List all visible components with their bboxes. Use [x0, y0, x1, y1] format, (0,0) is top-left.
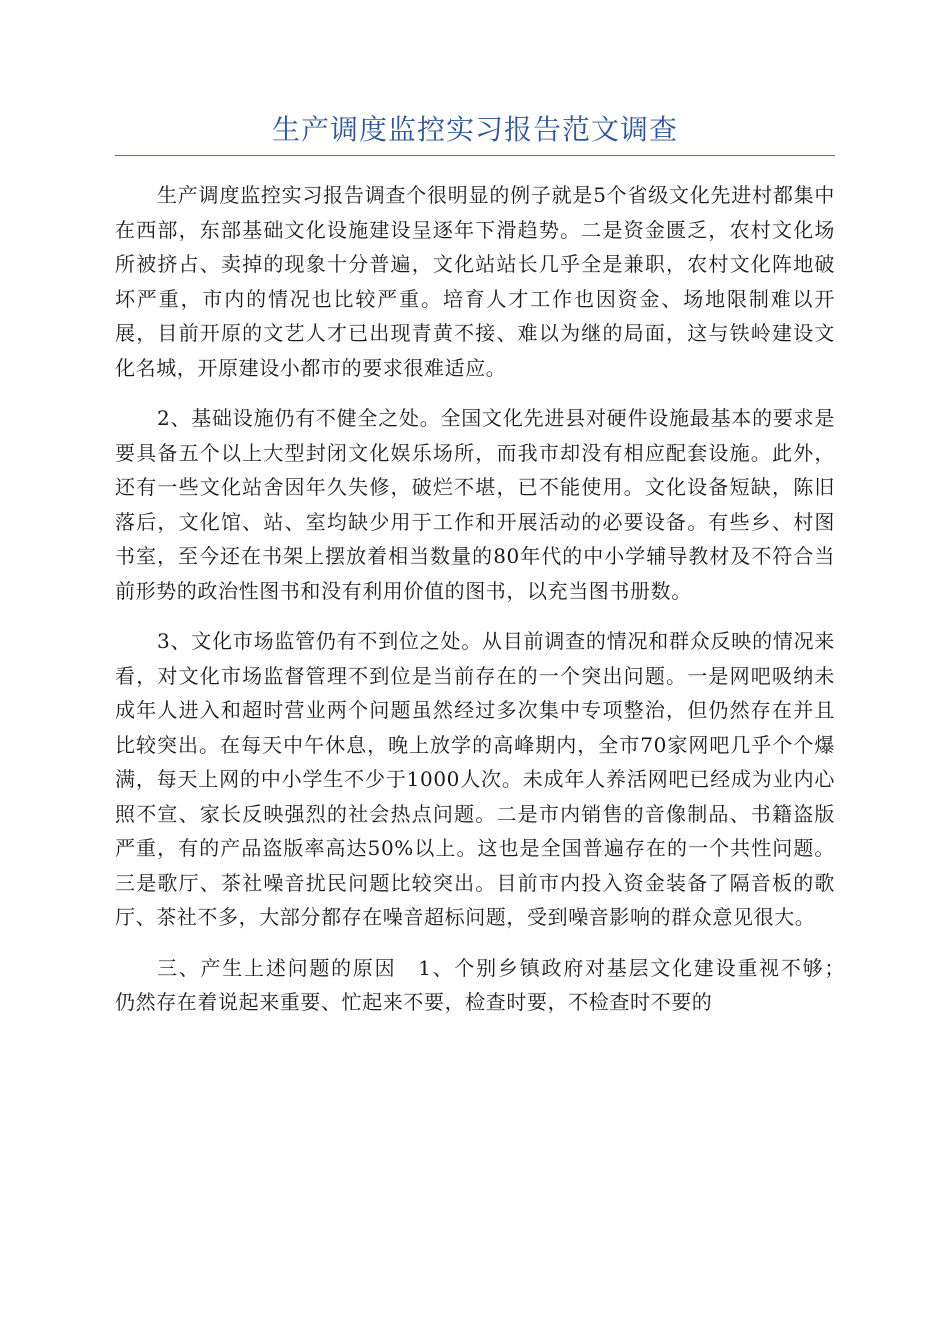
- paragraph-2: 2、基础设施仍有不健全之处。全国文化先进县对硬件设施最基本的要求是要具备五个以上大型封闭文化娱乐场所，而我市却没有相应配套设施。此外，还有一些文化站舍因年久失修，破烂不堪，已不能使用。文化设备短缺，陈旧落后，文化馆、站、室均缺少用于工作和开展活动的必要设备。有些乡、村图书室，至今还在书架上摆放着相当数量的80年代的中小学辅导教材及不符合当前形势的政治性图书和没有利用价值的图书，以充当图书册数。: [115, 406, 835, 603]
- paragraph-3: 3、文化市场监管仍有不到位之处。从目前调查的情况和群众反映的情况来看，对文化市场监督管理不到位是当前存在的一个突出问题。一是网吧吸纳未成年人进入和超时营业两个问题虽然经过多次集中专项整治，但仍然存在并且比较突出。在每天中午休息，晚上放学的高峰期内，全市70家网吧几乎个个爆满，每天上网的中小学生不少于1000人次。未成年人养活网吧已经成为业内心照不宣、家长反映强烈的社会热点问题。二是市内销售的音像制品、书籍盗版严重，有的产品盗版率高达50%以上。这也是全国普遍存在的一个共性问题。三是歌厅、茶社噪音扰民问题比较突出。目前市内投入资金装备了隔音板的歌厅、茶社不多，大部分都存在噪音超标问题，受到噪音影响的群众意见很大。: [115, 629, 835, 929]
- paragraph-4: 三、产生上述问题的原因 1、个别乡镇政府对基层文化建设重视不够； 仍然存在着说起来重要、忙起来不要，检查时要，不检查时不要的: [115, 955, 856, 1014]
- document-body: [115, 178, 856, 1036]
- title-underline: [115, 155, 835, 156]
- document-title: 生产调度监控实习报告范文调查: [271, 113, 678, 146]
- paragraph-1: 生产调度监控实习报告调查个很明显的例子就是5个省级文化先进村都集中在西部，东部基础文化设施建设呈逐年下滑趋势。二是资金匮乏，农村文化场所被挤占、卖掉的现象十分普遍，文化站站长几乎全是兼职，农村文化阵地破坏严重，市内的情况也比较严重。培育人才工作也因资金、场地限制难以开展，目前开原的文艺人才已出现青黄不接、难以为继的局面，这与铁岭建设文化名城，开原建设小都市的要求很难适应。: [115, 183, 835, 380]
